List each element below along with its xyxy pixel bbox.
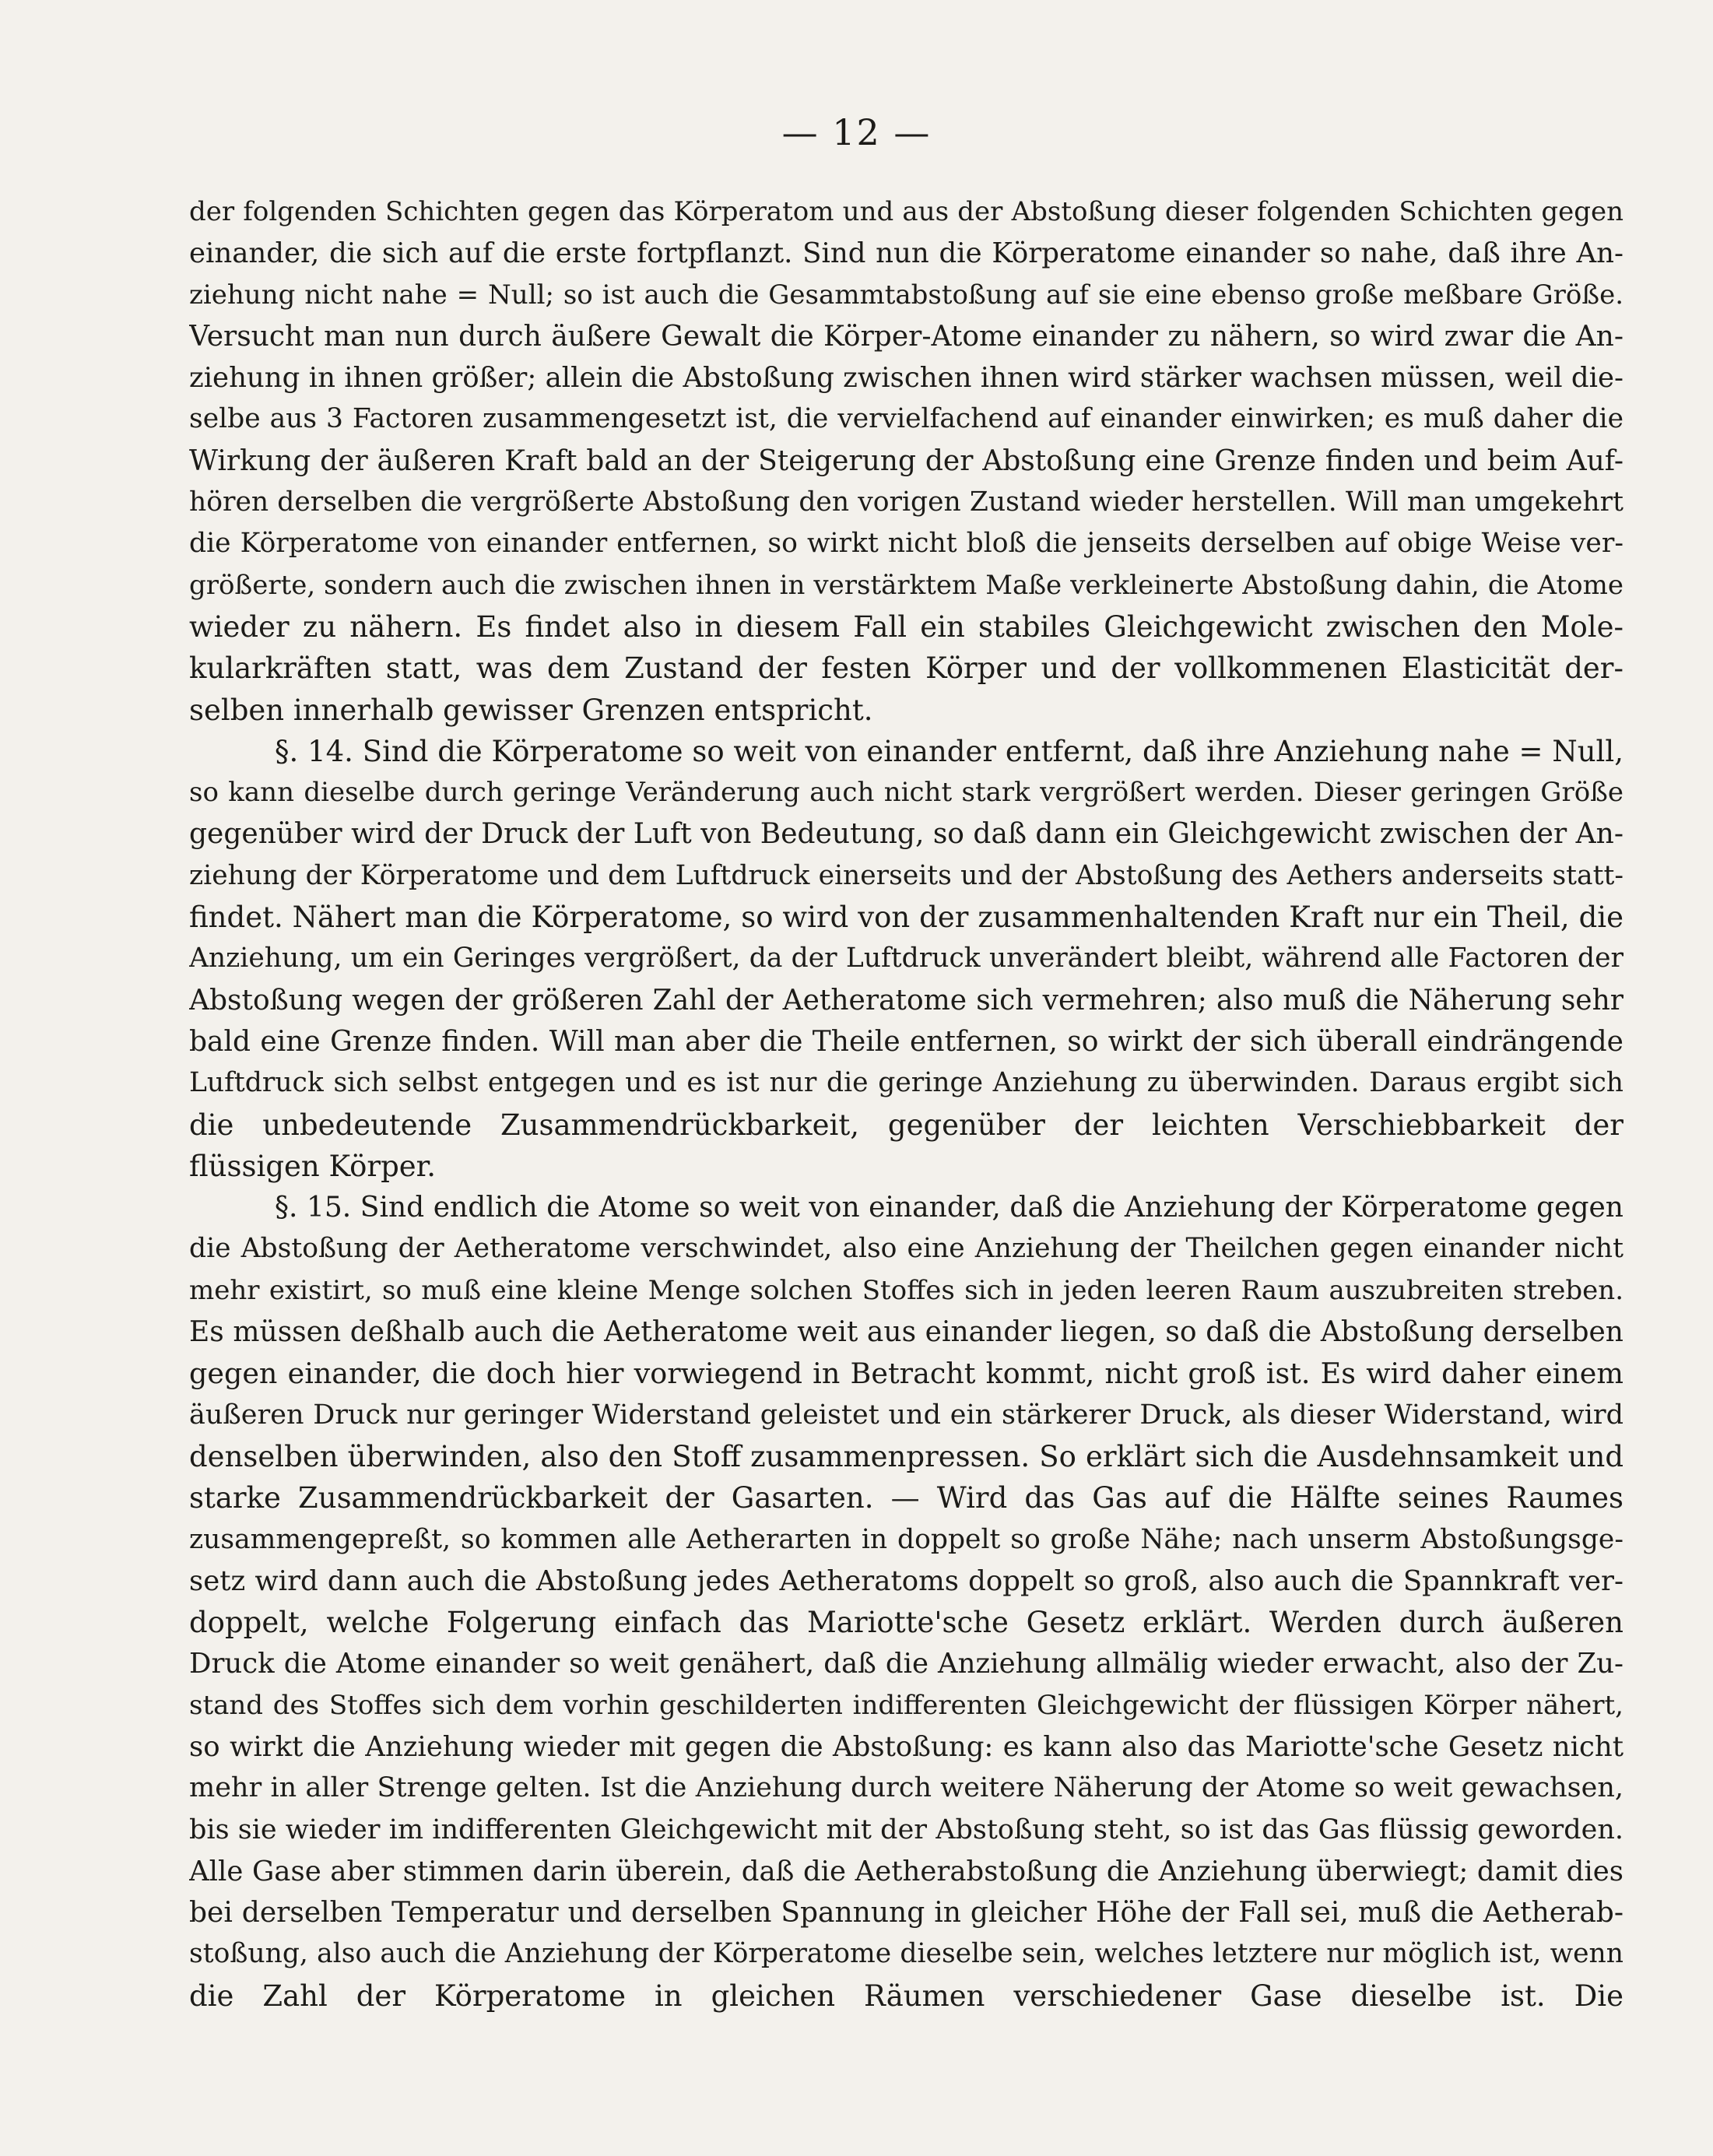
text-line: einander, die sich auf die erste fortpflanzt. Sind nun die Körperatome einander so nahe, daß ihre An- xyxy=(189,237,1623,270)
text-line: wieder zu nähern. Es findet also in diesem Fall ein stabiles Gleichgewicht zwischen den Mole- xyxy=(189,609,1623,644)
text-line: bei derselben Temperatur und derselben Spannung in gleicher Höhe der Fall sei, muß die Aetherab- xyxy=(189,1897,1623,1930)
text-line: Anziehung, um ein Geringes vergrößert, da der Luftdruck unverändert bleibt, während alle Factoren der xyxy=(189,943,1623,974)
text-line: ziehung nicht nahe = Null; so ist auch die Gesammtabstoßung auf sie eine ebenso große meßbare Größe. xyxy=(189,279,1623,311)
text-line: die Abstoßung der Aetheratome verschwindet, also eine Anziehung der Theilchen gegen einander nicht xyxy=(189,1233,1623,1265)
text-line: gegen einander, die doch hier vorwiegend in Betracht kommt, nicht groß ist. Es wird daher einem xyxy=(189,1357,1623,1391)
text-line: findet. Nähert man die Körperatome, so wird von der zusammenhaltenden Kraft nur ein Theil, die xyxy=(189,901,1623,935)
text-line: zusammengepreßt, so kommen alle Aetherarten in doppelt so große Nähe; nach unserm Abstoßungsge- xyxy=(189,1523,1623,1555)
text-line: so wirkt die Anziehung wieder mit gegen die Abstoßung: es kann also das Mariotte'sche Gesetz nicht xyxy=(189,1730,1623,1763)
text-line: Es müssen deßhalb auch die Aetheratome weit aus einander liegen, so daß die Abstoßung derselben xyxy=(189,1316,1623,1349)
text-line: so kann dieselbe durch geringe Veränderung auch nicht stark vergrößert werden. Dieser geringen Größe xyxy=(189,777,1623,809)
text-line: gegenüber wird der Druck der Luft von Bedeutung, so daß dann ein Gleichgewicht zwischen der An- xyxy=(189,818,1623,851)
text-line: selben innerhalb gewisser Grenzen entspricht. xyxy=(189,693,873,727)
text-line: kularkräften statt, was dem Zustand der festen Körper und der vollkommenen Elasticität der- xyxy=(189,651,1623,686)
text-line: §. 15. Sind endlich die Atome so weit von einander, daß die Anziehung der Körperatome gegen xyxy=(275,1192,1623,1224)
text-line: ziehung in ihnen größer; allein die Abstoßung zwischen ihnen wird stärker wachsen müssen, weil die- xyxy=(189,362,1623,395)
text-line: Versucht man nun durch äußere Gewalt die Körper-Atome einander zu nähern, so wird zwar die An- xyxy=(189,320,1623,353)
text-line: doppelt, welche Folgerung einfach das Mariotte'sche Gesetz erklärt. Werden durch äußeren xyxy=(189,1606,1623,1640)
text-line: die Zahl der Körperatome in gleichen Räumen verschiedener Gase dieselbe ist. Die xyxy=(189,1979,1623,2013)
text-line: äußeren Druck nur geringer Widerstand geleistet und ein stärkerer Druck, als dieser Widerstand, wird xyxy=(189,1399,1623,1431)
body-text xyxy=(189,191,1623,2017)
text-line: Druck die Atome einander so weit genähert, daß die Anziehung allmälig wieder erwacht, also der Zu- xyxy=(189,1648,1623,1680)
text-line: hören derselben die vergrößerte Abstoßung den vorigen Zustand wieder herstellen. Will man umgekehrt xyxy=(189,486,1623,518)
text-line: Wirkung der äußeren Kraft bald an der Steigerung der Abstoßung eine Grenze finden und beim Auf- xyxy=(189,444,1623,477)
text-line: mehr in aller Strenge gelten. Ist die Anziehung durch weitere Näherung der Atome so weit gewachsen, xyxy=(189,1772,1623,1804)
text-line: flüssigen Körper. xyxy=(189,1149,437,1183)
text-line: bis sie wieder im indifferenten Gleichgewicht mit der Abstoßung steht, so ist das Gas flüssig geworden. xyxy=(189,1814,1623,1845)
text-line: bald eine Grenze finden. Will man aber die Theile entfernen, so wirkt der sich überall eindrängende xyxy=(189,1025,1623,1058)
text-line: größerte, sondern auch die zwischen ihnen in verstärktem Maße verkleinerte Abstoßung dahin, die Atome xyxy=(189,569,1623,601)
text-line: mehr existirt, so muß eine kleine Menge solchen Stoffes sich in jeden leeren Raum auszubreiten streben. xyxy=(189,1274,1623,1306)
text-line: denselben überwinden, also den Stoff zusammenpressen. So erklärt sich die Ausdehnsamkeit und xyxy=(189,1439,1623,1473)
text-line: stoßung, also auch die Anziehung der Körperatome dieselbe sein, welches letztere nur möglich ist, wenn xyxy=(189,1938,1623,1970)
text-line: Alle Gase aber stimmen darin überein, daß die Aetherabstoßung die Anziehung überwiegt; damit dies xyxy=(189,1855,1623,1887)
text-line: der folgenden Schichten gegen das Körperatom und aus der Abstoßung dieser folgenden Schichten gegen xyxy=(189,196,1623,227)
text-line: ziehung der Körperatome und dem Luftdruck einerseits und der Abstoßung des Aethers anderseits statt- xyxy=(189,859,1623,891)
text-line: selbe aus 3 Factoren zusammengesetzt ist, die vervielfachend auf einander einwirken; es muß daher die xyxy=(189,403,1623,435)
text-line: Luftdruck sich selbst entgegen und es ist nur die geringe Anziehung zu überwinden. Daraus ergibt sich xyxy=(189,1067,1623,1099)
page-number: — 12 — xyxy=(781,111,932,153)
text-line: §. 14. Sind die Körperatome so weit von einander entfernt, daß ihre Anziehung nahe = Null, xyxy=(275,734,1623,768)
text-line: stand des Stoffes sich dem vorhin geschilderten indifferenten Gleichgewicht der flüssigen Körper nähert, xyxy=(189,1689,1623,1721)
text-line: setz wird dann auch die Abstoßung jedes Aetheratoms doppelt so groß, also auch die Spannkraft ver- xyxy=(189,1564,1623,1597)
text-line: die Körperatome von einander entfernen, so wirkt nicht bloß die jenseits derselben auf obige Weise ver- xyxy=(189,528,1623,560)
text-line: starke Zusammendrückbarkeit der Gasarten. — Wird das Gas auf die Hälfte seines Raumes xyxy=(189,1481,1623,1515)
text-line: Abstoßung wegen der größeren Zahl der Aetheratome sich vermehren; also muß die Näherung sehr xyxy=(189,984,1623,1017)
text-line: die unbedeutende Zusammendrückbarkeit, gegenüber der leichten Verschiebbarkeit der xyxy=(189,1108,1623,1142)
